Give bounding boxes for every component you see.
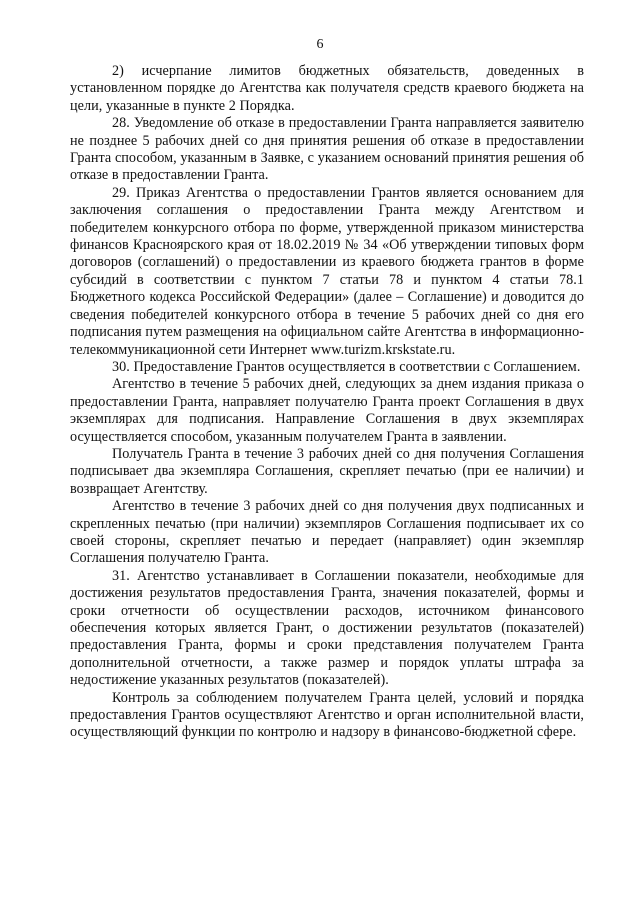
- paragraph-31-control: Контроль за соблюдением получателем Гранта целей, условий и порядка предоставления Грантов осуществляют Агентство и орган исполнительной власти, осуществляющий функции по контролю и надзору в финансово-бюджетной сфере.: [70, 689, 584, 741]
- paragraph-29: 29. Приказ Агентства о предоставлении Грантов является основанием для заключения соглашения о предоставлении Гранта между Агентством и победителем конкурсного отбора по форме, утвержденной приказом министерства финансов Красноярского края от 18.02.2019 № 34 «Об утверждении типовых форм договоров (соглашений) о предоставлении из краевого бюджета грантов в форме субсидий в соответствии с пунктом 7 статьи 78 и пунктом 4 статьи 78.1 Бюджетного кодекса Российской Федерации» (далее – Соглашение) и доводится до сведения победителей конкурсного отбора в течение 5 рабочих дней со дня его подписания путем размещения на официальном сайте Агентства в информационно-телекоммуникационной сети Интернет www.turizm.krskstate.ru.: [70, 184, 584, 358]
- paragraph-item-2: 2) исчерпание лимитов бюджетных обязательств, доведенных в установленном порядке до Агентства как получателя средств краевого бюджета на цели, указанные в пункте 2 Порядка.: [70, 63, 584, 114]
- paragraph-30-agency-signing: Агентство в течение 3 рабочих дней со дня получения двух подписанных и скрепленных печатью (при наличии) экземпляров Соглашения подписывает их со своей стороны, скрепляет печатью и передает (направляет) один экземпляр Соглашения получателю Гранта.: [70, 498, 584, 567]
- paragraph-28: 28. Уведомление об отказе в предоставлении Гранта направляется заявителю не позднее 5 рабочих дней со дня принятия решения об отказе в предоставлении Гранта способом, указанным в Заявке, с указанием оснований принятия решения об отказе в предоставлении Гранта.: [70, 115, 584, 184]
- paragraph-30: 30. Предоставление Грантов осуществляется в соответствии с Соглашением.: [112, 358, 581, 375]
- paragraph-30-recipient-signing: Получатель Гранта в течение 3 рабочих дней со дня получения Соглашения подписывает два экземпляра Соглашения, скрепляет печатью (при ее наличии) и возвращает Агентству.: [70, 445, 584, 497]
- document-body: [70, 63, 584, 742]
- page-number: 6: [316, 37, 324, 52]
- paragraph-30-draft-sending: Агентство в течение 5 рабочих дней, следующих за днем издания приказа о предоставлении Гранта, направляет получателю Гранта проект Соглашения в двух экземплярах для подписания. Направление Соглашения в двух экземплярах осуществляется способом, указанным получателем Гранта в заявлении.: [70, 376, 584, 445]
- paragraph-31: 31. Агентство устанавливает в Соглашении показатели, необходимые для достижения результатов предоставления Гранта, значения показателей, формы и сроки отчетности об осуществлении расходов, источником финансового обеспечения которых является Грант, о достижении результатов (показателей) предоставления Гранта, формы и сроки представления получателем Гранта дополнительной отчетности, а также размер и порядок уплаты штрафа за недостижение указанных результатов (показателей).: [70, 567, 584, 689]
